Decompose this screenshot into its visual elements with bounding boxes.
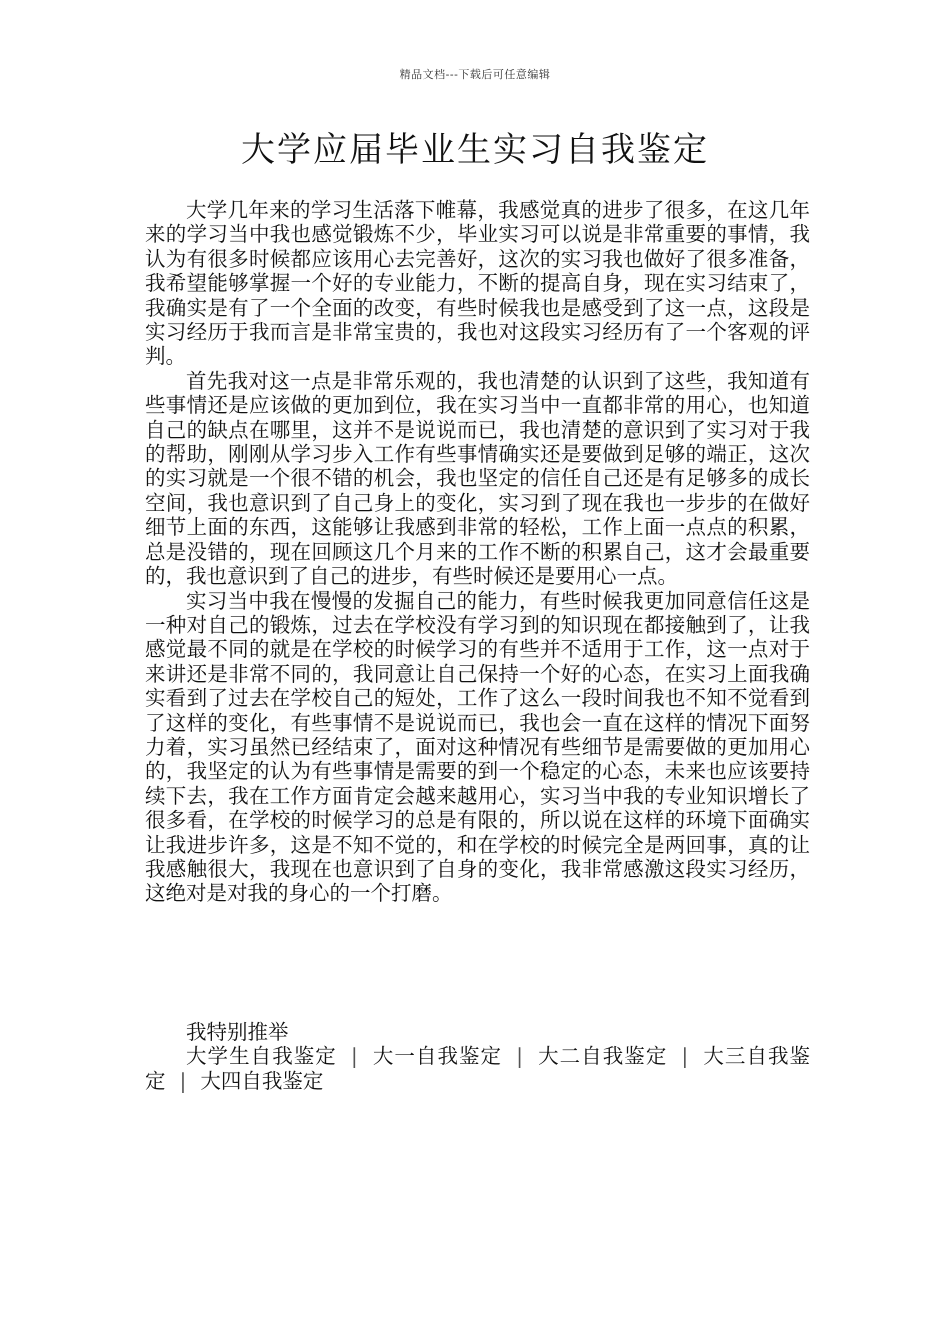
recommend-link-senior-self-evaluation[interactable]: 大四自我鉴定 — [200, 1068, 324, 1093]
recommend-links — [145, 1044, 810, 1093]
paragraph-2: 首先我对这一点是非常乐观的，我也清楚的认识到了这些，我知道有些事情还是应该做的更加到位，我在实习当中一直都非常的用心，也知道自己的缺点在哪里，这并不是说说而已，我也清楚的意识到了实习对于我的帮助，刚刚从学习步入工作有些事情确实还是要做到足够的端正，这次的实习就是一个很不错的机会，我也坚定的信任自己还是有足够多的成长空间，我也意识到了自己身上的变化，实习到了现在我也一步步的在做好细节上面的东西，这能够让我感到非常的轻松，工作上面一点点的积累，总是没错的，现在回顾这几个月来的工作不断的积累自己，这才会最重要的，我也意识到了自己的进步，有些时候还是要用心一点。 — [145, 368, 810, 589]
link-separator: | — [516, 1044, 524, 1069]
recommend-link-college-self-evaluation[interactable]: 大学生自我鉴定 — [186, 1044, 337, 1069]
document-body — [145, 198, 810, 906]
document-title: 大学应届毕业生实习自我鉴定 — [241, 130, 709, 170]
recommend-link-freshman-self-evaluation[interactable]: 大一自我鉴定 — [371, 1044, 503, 1069]
link-separator: | — [350, 1044, 358, 1069]
recommend-link-sophomore-self-evaluation[interactable]: 大二自我鉴定 — [537, 1044, 668, 1069]
link-separator: | — [179, 1068, 187, 1093]
link-separator: | — [681, 1044, 689, 1069]
recommend-link-junior-self-evaluation[interactable]: 大三自我鉴定 — [145, 1044, 811, 1093]
recommend-title: 我特别推举 — [186, 1020, 289, 1044]
paragraph-1: 大学几年来的学习生活落下帷幕，我感觉真的进步了很多，在这几年来的学习当中我也感觉锻炼不少，毕业实习可以说是非常重要的事情，我认为有很多时候都应该用心去完善好，这次的实习我也做好了很多准备，我希望能够掌握一个好的专业能力，不断的提高自身，现在实习结束了，我确实是有了一个全面的改变，有些时候我也是感受到了这一点，这段是实习经历于我而言是非常宝贵的，我也对这段实习经历有了一个客观的评判。 — [145, 198, 810, 369]
recommend-section — [145, 1020, 810, 1093]
paragraph-3: 实习当中我在慢慢的发掘自己的能力，有些时候我更加同意信任这是一种对自己的锻炼，过去在学校没有学习到的知识现在都接触到了，让我感觉最不同的就是在学校的时候学习的有些并不适用于工作，这一点对于来讲还是非常不同的，我同意让自己保持一个好的心态，在实习上面我确实看到了过去在学校自己的短处，工作了这么一段时间我也不知不觉看到了这样的变化，有些事情不是说说而已，我也会一直在这样的情况下面努力着，实习虽然已经结束了，面对这种情况有些细节是需要做的更加用心的，我坚定的认为有些事情是需要的到一个稳定的心态，未来也应该要持续下去，我在工作方面肯定会越来越用心，实习当中我的专业知识增长了很多看，在学校的时候学习的总是有限的，所以说在这样的环境下面确实让我进步许多，这是不知不觉的，和在学校的时候完全是两回事，真的让我感触很大，我现在也意识到了自身的变化，我非常感激这段实习经历，这绝对是对我的身心的一个打磨。 — [145, 588, 810, 906]
header-note: 精品文档---下载后可任意编辑 — [399, 68, 551, 81]
